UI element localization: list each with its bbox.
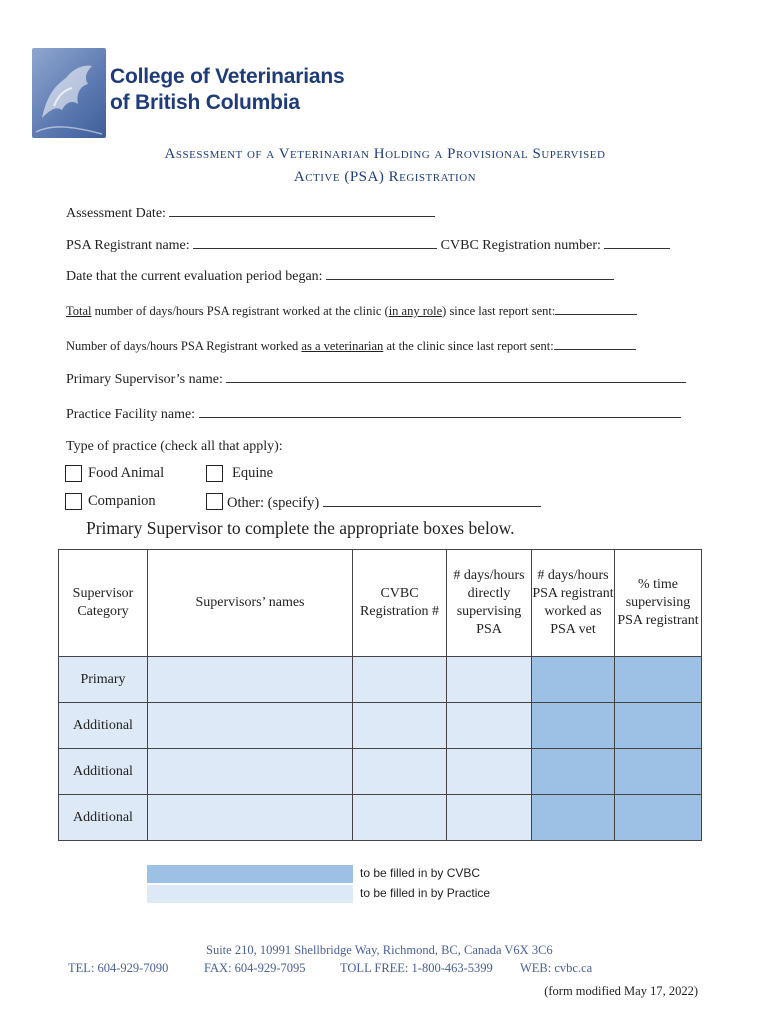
footer-address: Suite 210, 10991 Shellbridge Way, Richmond, BC, Canada V6X 3C6 bbox=[206, 943, 553, 957]
primary-supervisor-row bbox=[66, 370, 686, 388]
header-cvbc-registration: CVBC Registration # bbox=[353, 550, 447, 657]
org-logo-text bbox=[110, 64, 344, 116]
eval-period-field[interactable] bbox=[326, 267, 614, 280]
total-days-emphasis: Total bbox=[66, 304, 92, 318]
table-row bbox=[59, 795, 702, 841]
org-name-line2: of British Columbia bbox=[110, 91, 300, 114]
primary-supervisor-field[interactable] bbox=[226, 370, 686, 383]
footer-toll-free: TOLL FREE: 1-800-463-5399 bbox=[340, 961, 493, 975]
total-days-label-mid: number of days/hours PSA registrant worked at the clinic ( bbox=[91, 304, 389, 318]
footer-fax: FAX: 604-929-7095 bbox=[204, 961, 306, 975]
vet-days-label-end: at the clinic since last report sent: bbox=[383, 339, 554, 353]
cell-supervisor-name[interactable] bbox=[148, 703, 353, 749]
assessment-date-label: Assessment Date: bbox=[66, 206, 166, 221]
header-supervisor-category: Supervisor Category bbox=[59, 550, 148, 657]
cell-cvbc-registration[interactable] bbox=[353, 795, 447, 841]
total-days-field[interactable] bbox=[555, 302, 637, 315]
footer-tel: TEL: 604-929-7090 bbox=[68, 961, 169, 975]
total-days-label-end: ) since last report sent: bbox=[442, 304, 556, 318]
form-modified-date: (form modified May 17, 2022) bbox=[544, 984, 698, 998]
cell-days-as-vet bbox=[532, 657, 615, 703]
cell-days-directly[interactable] bbox=[447, 703, 532, 749]
companion-checkbox[interactable] bbox=[65, 493, 82, 510]
companion-label: Companion bbox=[88, 493, 156, 509]
cell-pct-time bbox=[615, 657, 702, 703]
header-days-worked-as-vet: # days/hours PSA registrant worked as PSA vet bbox=[532, 550, 615, 657]
primary-supervisor-label: Primary Supervisor’s name: bbox=[66, 372, 223, 387]
cell-supervisor-name[interactable] bbox=[148, 749, 353, 795]
row-category-additional: Additional bbox=[59, 703, 148, 749]
eval-period-label: Date that the current evaluation period began: bbox=[66, 269, 323, 284]
legend-cvbc-label: to be filled in by CVBC bbox=[360, 866, 481, 880]
legend-practice-label: to be filled in by Practice bbox=[360, 886, 491, 900]
table-instruction: Primary Supervisor to complete the appropriate boxes below. bbox=[86, 518, 515, 538]
cvbc-reg-number-field[interactable] bbox=[604, 236, 670, 249]
footer-web: WEB: cvbc.ca bbox=[520, 961, 593, 975]
eval-period-row bbox=[66, 267, 614, 285]
type-of-practice-label: Type of practice (check all that apply): bbox=[66, 439, 283, 454]
row-category-primary: Primary bbox=[59, 657, 148, 703]
practice-facility-field[interactable] bbox=[199, 405, 681, 418]
psa-name-label: PSA Registrant name: bbox=[66, 238, 190, 253]
food-animal-checkbox[interactable] bbox=[65, 465, 82, 482]
vet-days-as-veterinarian: as a veterinarian bbox=[301, 339, 384, 353]
table-row bbox=[59, 703, 702, 749]
legend-swatch-practice bbox=[147, 885, 353, 903]
form-title-line1: Assessment of a Veterinarian Holding a Provisional Supervised bbox=[164, 146, 606, 162]
assessment-date-row bbox=[66, 204, 435, 222]
food-animal-label: Food Animal bbox=[88, 465, 165, 481]
logo-horse-emblem bbox=[32, 48, 106, 138]
other-checkbox[interactable] bbox=[206, 493, 223, 510]
cell-days-as-vet bbox=[532, 749, 615, 795]
cell-days-as-vet bbox=[532, 795, 615, 841]
cell-days-directly[interactable] bbox=[447, 749, 532, 795]
practice-facility-row bbox=[66, 405, 681, 423]
psa-name-row bbox=[66, 236, 670, 254]
cell-days-as-vet bbox=[532, 703, 615, 749]
cell-pct-time bbox=[615, 749, 702, 795]
cell-pct-time bbox=[615, 703, 702, 749]
table-header-row bbox=[59, 550, 702, 657]
cell-pct-time bbox=[615, 795, 702, 841]
assessment-date-field[interactable] bbox=[169, 204, 435, 217]
row-category-additional: Additional bbox=[59, 795, 148, 841]
equine-checkbox[interactable] bbox=[206, 465, 223, 482]
table-row bbox=[59, 657, 702, 703]
cell-days-directly[interactable] bbox=[447, 657, 532, 703]
equine-label: Equine bbox=[232, 465, 274, 481]
other-specify-field[interactable] bbox=[323, 494, 541, 507]
psa-name-field[interactable] bbox=[193, 236, 437, 249]
total-days-role: in any role bbox=[388, 304, 443, 318]
table-row bbox=[59, 749, 702, 795]
cell-cvbc-registration[interactable] bbox=[353, 749, 447, 795]
supervisor-table bbox=[58, 549, 702, 841]
org-name-line1: College of Veterinarians bbox=[110, 65, 345, 88]
other-label: Other: (specify) bbox=[227, 495, 320, 511]
cell-cvbc-registration[interactable] bbox=[353, 657, 447, 703]
header-supervisors-names: Supervisors’ names bbox=[148, 550, 353, 657]
vet-days-field[interactable] bbox=[554, 337, 636, 350]
other-row bbox=[227, 494, 541, 512]
cell-days-directly[interactable] bbox=[447, 795, 532, 841]
form-title-line2: Active (PSA) Registration bbox=[293, 169, 477, 185]
cell-cvbc-registration[interactable] bbox=[353, 703, 447, 749]
header-days-directly-supervising: # days/hours directly supervising PSA bbox=[447, 550, 532, 657]
total-days-row bbox=[66, 302, 637, 319]
legend-swatch-cvbc bbox=[147, 865, 353, 883]
practice-facility-label: Practice Facility name: bbox=[66, 407, 196, 422]
cvbc-reg-number-label: CVBC Registration number: bbox=[440, 238, 601, 253]
cell-supervisor-name[interactable] bbox=[148, 795, 353, 841]
vet-days-label-start: Number of days/hours PSA Registrant worked bbox=[66, 339, 302, 353]
header-pct-time-supervising: % time supervising PSA registrant bbox=[615, 550, 702, 657]
vet-days-row bbox=[66, 337, 636, 354]
row-category-additional: Additional bbox=[59, 749, 148, 795]
cell-supervisor-name[interactable] bbox=[148, 657, 353, 703]
